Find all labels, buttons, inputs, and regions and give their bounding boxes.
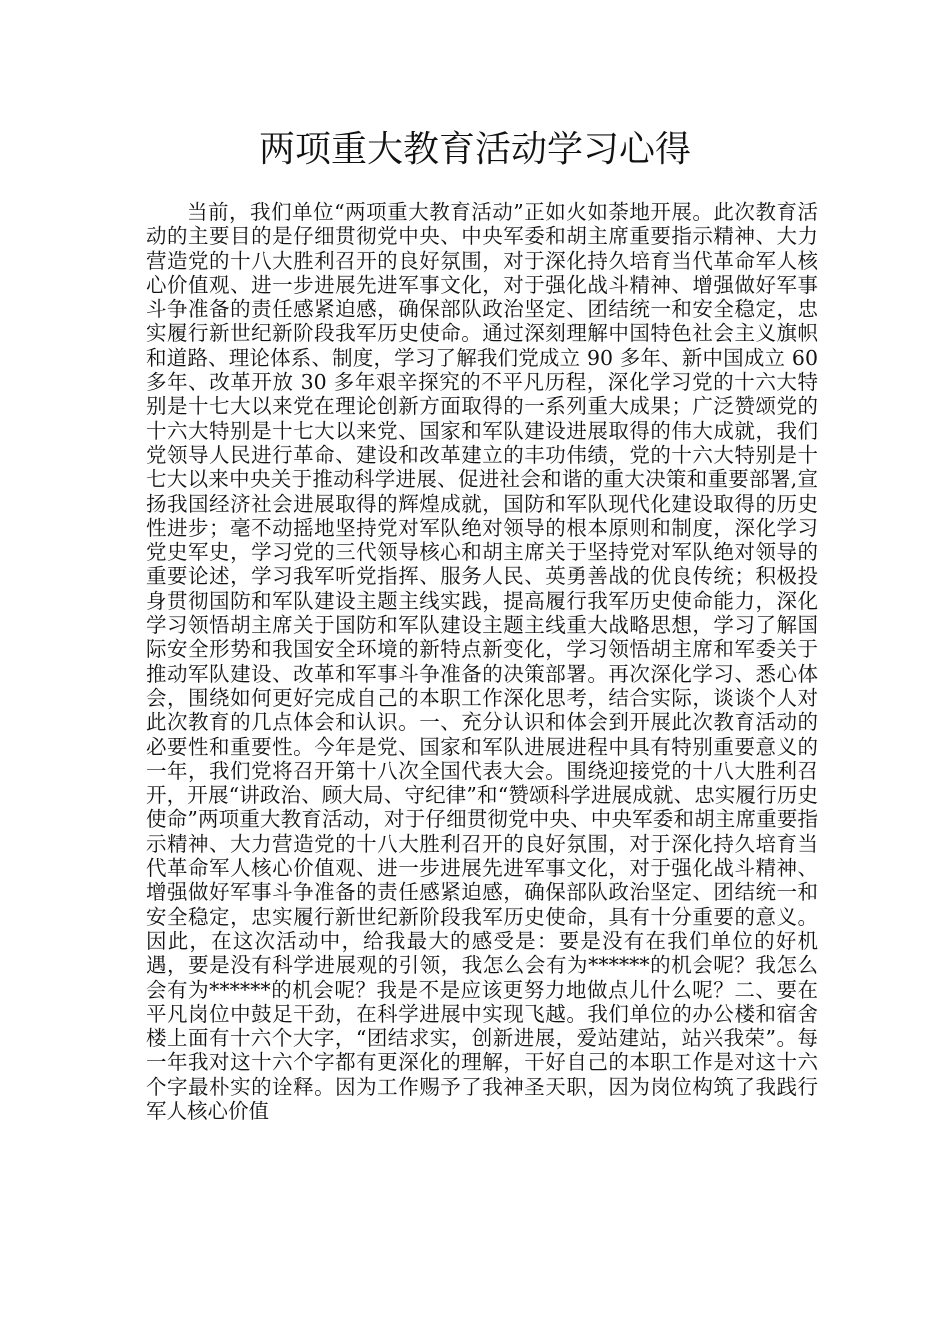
document-title: 两项重大教育活动学习心得 [258,129,691,170]
document-body-paragraph: 当前，我们单位“两项重大教育活动”正如火如荼地开展。此次教育活动的主要目的是仔细贯彻党中央、中央军委和胡主席重要指示精神、大力营造党的十八大胜利召开的良好氛围，对于深化持久培育当代革命军人核心价值观、进一步进展先进军事文化，对于强化战斗精神、增强做好军事斗争准备的责任感紧迫感，确保部队政治坚定、团结统一和安全稳定，忠实履行新世纪新阶段我军历史使命。通过深刻理解中国特色社会主义旗帜和道路、理论体系、制度，学习了解我们党成立 90 多年、新中国成立 60 多年、改革开放 30 多年艰辛探究的不平凡历程，深化学习党的十六大特别是十七大以来党在理论创新方面取得的一系列重大成果；广泛赞颂党的十六大特别是十七大以来党、国家和军队建设进展取得的伟大成就，我们党领导人民进行革命、建设和改革建立的丰功伟绩，党的十六大特别是十七大以来中央关于推动科学进展、促进社会和谐的重大决策和重要部署,宣扬我国经济社会进展取得的辉煌成就，国防和军队现代化建设取得的历史性进步；毫不动摇地坚持党对军队绝对领导的根本原则和制度，深化学习党史军史，学习党的三代领导核心和胡主席关于坚持党对军队绝对领导的重要论述，学习我军听党指挥、服务人民、英勇善战的优良传统；积极投身贯彻国防和军队建设主题主线实践，提高履行我军历史使命能力，深化学习领悟胡主席关于国防和军队建设主题主线重大战略思想，学习了解国际安全形势和我国安全环境的新特点新变化，学习领悟胡主席和军委关于推动军队建设、改革和军事斗争准备的决策部署。再次深化学习、悉心体会，围绕如何更好完成自己的本职工作深化思考，结合实际，谈谈个人对此次教育的几点体会和认识。一、充分认识和体会到开展此次教育活动的必要性和重要性。今年是党、国家和军队进展进程中具有特别重要意义的一年，我们党将召开第十八次全国代表大会。围绕迎接党的十八大胜利召开，开展“讲政治、顾大局、守纪律”和“赞颂科学进展成就、忠实履行历史使命”两项重大教育活动，对于仔细贯彻党中央、中央军委和胡主席重要指示精神、大力营造党的十八大胜利召开的良好氛围，对于深化持久培育当代革命军人核心价值观、进一步进展先进军事文化，对于强化战斗精神、增强做好军事斗争准备的责任感紧迫感，确保部队政治坚定、团结统一和安全稳定，忠实履行新世纪新阶段我军历史使命，具有十分重要的意义。因此，在这次活动中，给我最大的感受是：要是没有在我们单位的好机遇，要是没有科学进展观的引领，我怎么会有为******的机会呢？我怎么会有为******的机会呢？我是不是应该更努力地做点儿什么呢？二、要在平凡岗位中鼓足干劲，在科学进展中实现飞越。我们单位的办公楼和宿舍楼上面有十六个大字，“团结求实，创新进展，爱站建站，站兴我荣”。每一年我对这十六个字都有更深化的理解，干好自己的本职工作是对这十六个字最朴实的诠释。因为工作赐予了我神圣天职，因为岗位构筑了我践行军人核心价值 [146,200,818,1123]
